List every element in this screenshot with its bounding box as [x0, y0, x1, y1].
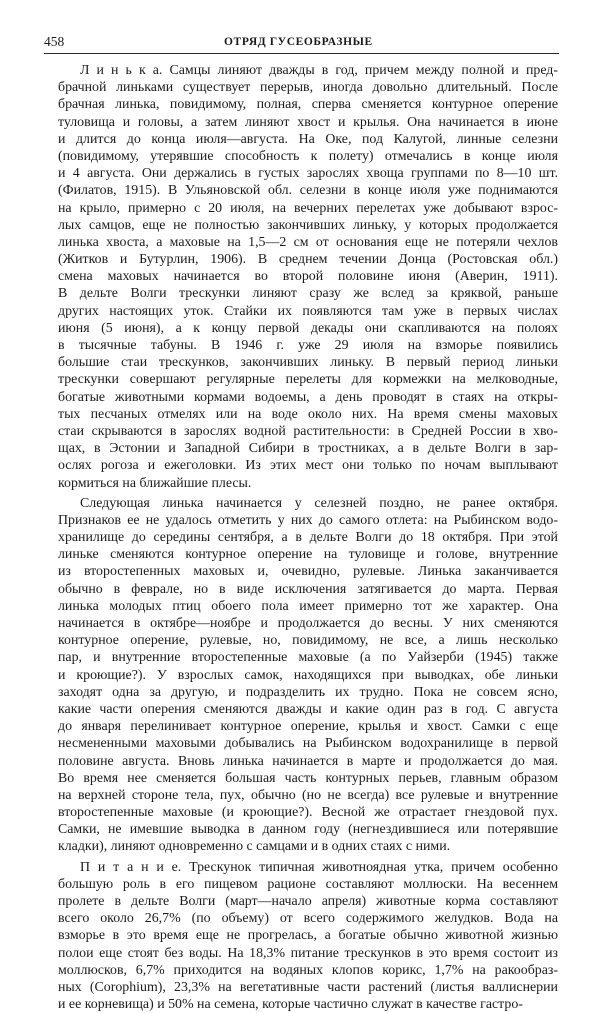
text-line: начинается в октябре—ноябре и продолжается до весны. У них сменяются [58, 616, 558, 631]
text-line: других настоящих уток. Стайки их появляются там уже в первых числах [58, 303, 558, 319]
text-line: моллюсков, 6,7% приходится на водяных клопов корикс, 1,7% на ракообраз- [58, 962, 558, 978]
text-line: брачной линьками существует перерыв, иногда довольно длительный. После [58, 80, 558, 96]
text-line: стаи скрываются в зарослях водной растительности: в Средней России в хво- [58, 423, 558, 439]
text-line: половине августа. Вновь линька начинается в марте и продолжается до мая. [58, 753, 558, 769]
text-line: П и т а н и е. Трескунок типичная животноядная утка, причем особенно [80, 859, 558, 875]
text-line: (Филатов, 1915). В Ульяновской обл. селезни в конце июля уже поднимаются [58, 183, 558, 199]
text-line: взморье в это время еще не прогрелась, а богатые обычно животной жизнью [58, 928, 558, 944]
text-line: обычно в феврале, но в виде исключения затягивается до марта. Первая [58, 581, 558, 597]
text-line: до января перелинивает контурное оперение, крылья и хвост. Самки с еще [58, 719, 558, 735]
paragraph [58, 495, 558, 856]
text-line: брачная линька, повидимому, полная, сперва сменяется контурное оперение [58, 97, 558, 113]
text-line: несмененными маховыми добывались на Рыбинском водохранилище в первой [58, 736, 558, 752]
text-line: линька хвоста, а маховые на 1,5—2 см от основания еще не потеряли чехлов [58, 234, 558, 250]
text-line: Самки, не имевшие выводка в данном году (негнездившиеся или потерявшие [58, 822, 558, 838]
page-body [58, 62, 558, 1013]
text-line: на крыло, примерно с 20 июля, на вечерних перелетах уже добывают взрос- [58, 200, 558, 216]
text-line: и ее корневища) и 50% на семена, которые частично служат в качестве гастро- [58, 997, 523, 1013]
text-line: В дельте Волги трескунки линяют сразу же вслед за кряквой, раньше [58, 286, 558, 302]
text-line: и длится до конца июля—августа. На Оке, под Калугой, линные селезни [58, 131, 558, 147]
text-line: линька молодых птиц обоего пола имеет примерно тот же характер. Она [58, 598, 558, 614]
text-line: щах, в Эстонии и Западной Сибири в тростниках, а в дельте Волги в зар- [58, 441, 558, 457]
text-line: контурное оперение, рулевые, но, повидимому, не все, а лишь несколько [58, 633, 558, 649]
text-line: пар, и внутренние второстепенные маховые (а по Уайзерби (1945) также [58, 650, 558, 666]
text-line: кладки), линяют одновременно с самцами и в одних стаях с ними. [58, 839, 451, 855]
text-line: пролете в дельте Волги (март—начало апреля) животные корма составляют [58, 894, 558, 909]
paragraph [58, 62, 558, 492]
header-rule [44, 53, 559, 54]
text-line: большую роль в его пищевом рационе составляют моллюски. На весеннем [58, 876, 558, 892]
text-line: туловища и головы, а затем линяют хвост и крылья. Она начинается в июне [58, 114, 558, 130]
text-line: июня (5 июня), а к концу первой декады они скапливаются на полоях [58, 320, 558, 336]
page-header [44, 34, 559, 50]
text-line: и 4 августа. Они держались в густых зарослях хвоща группами по 8—10 шт. [58, 166, 558, 182]
text-line: и кроющие?). У взрослых самок, находящихся при выводках, обе линьки [58, 667, 558, 683]
text-line: Во время нее сменяется большая часть контурных перьев, главным образом [58, 770, 558, 786]
text-line: на верхней стороне тела, пух, обычно (но не всегда) все рулевые и внутренние [58, 787, 558, 803]
text-line: в тысячные табуны. В 1946 г. уже 29 июля на взморье появились [58, 338, 558, 353]
text-line: тых песчаных отмелях или на воде около них. На время смены маховых [58, 406, 558, 422]
text-line: кормиться на ближайшие плесы. [58, 475, 252, 491]
text-line: Признаков ее не удалось отметить у них до самого отлета: на Рыбинском водо- [58, 512, 558, 528]
text-line: из второстепенных маховых и, очевидно, рулевые. Линька заканчивается [58, 564, 558, 580]
text-line: смена маховых начинается во второй половине июня (Аверин, 1911). [58, 269, 558, 285]
text-line: всего около 26,7% (по объему) от всего содержимого желудков. Вода на [58, 911, 558, 927]
running-title: ОТРЯД ГУСЕОБРАЗНЫЕ [224, 36, 373, 48]
text-line: Следующая линька начинается у селезней поздно, не ранее октября. [80, 495, 558, 511]
paragraph [58, 859, 558, 1013]
text-line: лых самцов, еще не полностью закончивших линьку, у которых продолжается [58, 217, 558, 233]
text-line: какие части оперения сменяются дважды и какие один раз в год. С августа [58, 701, 558, 717]
text-line: хранилище до середины сентября, а в дельте Волги до 18 октября. При этой [58, 530, 558, 546]
text-line: Л и н ь к а. Самцы линяют дважды в год, причем между полной и пред- [80, 63, 558, 78]
text-line: трескунки совершают регулярные перелеты для кормежки на мелководные, [58, 372, 558, 388]
text-line: большие стаи трескунков, закончивших линьку. В первый период линьки [58, 355, 558, 371]
text-line: полои еще стоят без воды. На 18,3% питание трескунков в это время состоит из [58, 945, 558, 961]
page-number: 458 [44, 34, 65, 49]
text-line: линьке сменяются контурное оперение на туловище и голове, внутренние [58, 547, 558, 563]
text-line: богатые животными кормами водоемы, а день проводят в стаях на откры- [58, 389, 558, 405]
text-line: (Житков и Бутурлин, 1906). В среднем течении Донца (Ростовская обл.) [58, 252, 558, 268]
text-line: ослях рогоза и ежеголовки. Из этих мест они только по ночам выплывают [58, 458, 558, 474]
text-line: ных (Corophium), 23,3% на вегетативные части растений (листья валлиснерии [58, 979, 558, 995]
text-line: (повидимому, утерявшие способность к полету) отмечались в конце июля [58, 148, 558, 164]
text-line: заходят одна за другую, и подразделить их трудно. Пока не совсем ясно, [58, 684, 558, 700]
text-line: второстепенные маховые (и кроющие?). Весной же отрастает гнездовой пух. [58, 805, 558, 821]
